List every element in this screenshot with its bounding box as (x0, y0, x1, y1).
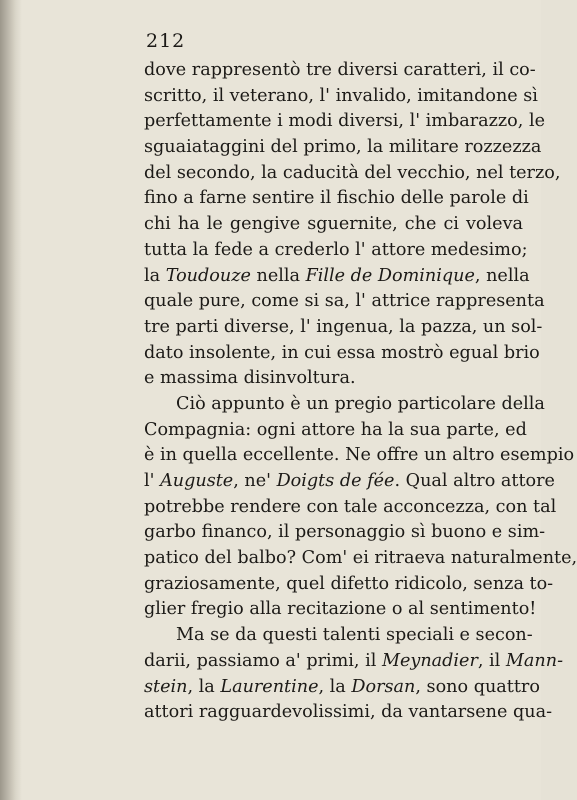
text-line (144, 392, 545, 418)
text-line (144, 238, 528, 264)
text-segment: Compagnia: ogni attore ha la sua parte, ed (144, 419, 527, 440)
text-line (144, 84, 538, 110)
text-segment: Ma se da questi talenti speciali e secon- (176, 625, 533, 646)
italic-segment: Dorsan (351, 676, 416, 697)
text-line (144, 443, 575, 469)
text-segment: . Qual altro attore (394, 471, 555, 491)
page-number: 212 (146, 30, 186, 52)
text-segment: Ciò appunto è un pregio particolare della (176, 393, 545, 414)
text-segment: , ne' (233, 471, 277, 491)
text-segment: dato insolente, in cui essa mostrò egual brio (144, 342, 540, 363)
text-line (144, 649, 564, 675)
text-line (144, 597, 537, 623)
text-line (144, 186, 529, 212)
text-line (144, 109, 545, 135)
text-line (144, 212, 523, 238)
italic-segment: Fille de Dominique (305, 265, 475, 286)
text-segment: , la (187, 676, 221, 697)
text-segment: , la (318, 676, 352, 697)
text-line (144, 546, 577, 572)
text-segment: del secondo, la caducità del vecchio, nel terzo, (144, 162, 561, 183)
text-segment: scritto, il veterano, l' invalido, imitandone sì (144, 85, 538, 106)
text-line (144, 366, 523, 392)
text-segment: quale pure, come si sa, l' attrice rappresenta (144, 291, 545, 312)
text-line (144, 341, 540, 367)
text-line (144, 135, 542, 161)
text-segment: potrebbe rendere con tale acconcezza, con tal (144, 496, 557, 517)
italic-segment: Meynadier (381, 650, 478, 671)
text-segment: sguaiataggini del primo, la militare rozzezza (144, 137, 542, 158)
text-line (144, 58, 536, 84)
text-segment: perfettamente i modi diversi, l' imbarazzo, le (144, 111, 545, 132)
italic-segment: Laurentine (220, 676, 319, 697)
text-segment: patico del balbo? Com' ei ritraeva naturalmente, (144, 548, 577, 569)
text-segment: graziosamente, quel difetto ridicolo, senza to- (144, 573, 554, 594)
text-segment: , il (477, 650, 506, 671)
text-segment: , nella (474, 265, 530, 286)
body-text (144, 58, 577, 726)
text-line (144, 469, 555, 495)
italic-segment: Mann- (505, 650, 564, 671)
text-segment: e massima disinvoltura. (144, 368, 356, 389)
text-segment: glier fregio alla recitazione o al sentimento! (144, 599, 537, 620)
text-segment: è in quella eccellente. Ne offre un altro esempio (144, 445, 575, 466)
text-segment: attori ragguardevolissimi, da vantarsene qua- (144, 702, 553, 723)
text-line (144, 289, 545, 315)
text-line (144, 264, 530, 290)
text-line (144, 495, 557, 521)
text-line (144, 675, 540, 701)
text-segment: tre parti diverse, l' ingenua, la pazza, un sol- (144, 316, 543, 337)
italic-segment: Doigts de fée (276, 471, 395, 491)
text-segment: fino a farne sentire il fischio delle parole di (144, 188, 529, 209)
text-segment: chi ha le gengive sguernite, che ci voleva (144, 214, 523, 235)
text-line (144, 418, 527, 444)
text-line (144, 315, 543, 341)
page-gutter-shadow (0, 0, 22, 800)
text-segment: darii, passiamo a' primi, il (144, 650, 382, 671)
text-segment: l' (144, 471, 161, 491)
text-line (144, 572, 554, 598)
text-line (144, 623, 533, 649)
text-line (144, 520, 546, 546)
italic-segment: stein (144, 676, 188, 697)
italic-segment: Auguste (160, 471, 234, 491)
text-segment: , sono quattro (415, 676, 540, 697)
text-segment: garbo financo, il personaggio sì buono e sim- (144, 522, 546, 543)
text-line (144, 161, 561, 187)
text-segment: la (144, 265, 166, 286)
text-segment: dove rappresentò tre diversi caratteri, il co- (144, 60, 536, 80)
text-segment: nella (250, 265, 306, 286)
text-line (144, 700, 553, 726)
italic-segment: Toudouze (165, 265, 251, 286)
text-segment: tutta la fede a crederlo l' attore medesimo; (144, 239, 528, 260)
